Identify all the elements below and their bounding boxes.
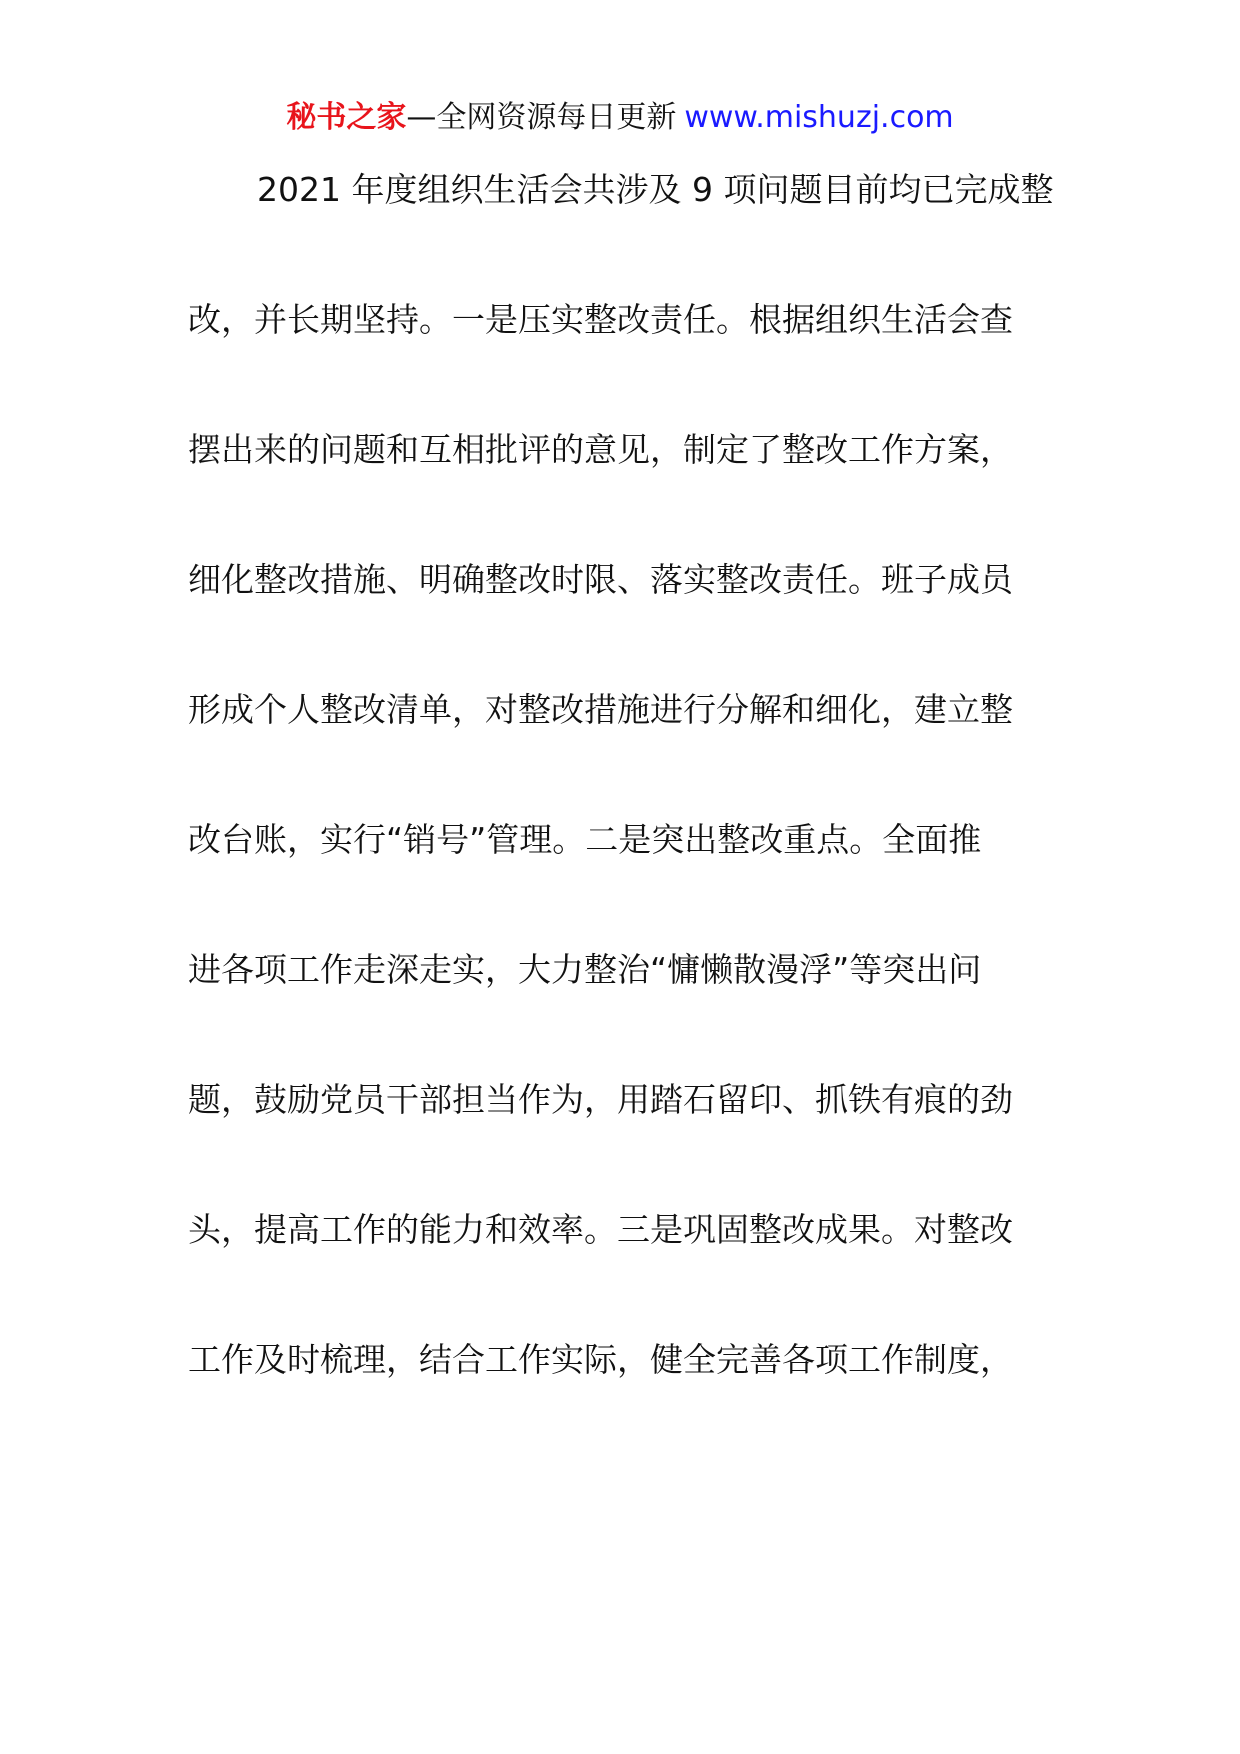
paragraph-line: 进各项工作走深走实，大力整治“慵懒散漫浮”等突出问	[188, 950, 982, 989]
paragraph-line: 形成个人整改清单，对整改措施进行分解和细化，建立整	[188, 690, 1013, 729]
paragraph-line: 改台账，实行“销号”管理。二是突出整改重点。全面推	[188, 820, 982, 859]
header-tagline: —全网资源每日更新	[406, 100, 677, 135]
paragraph-line: 2021 年度组织生活会共涉及 9 项问题目前均已完成整	[257, 170, 1054, 209]
website-link[interactable]: www.mishuzj.com	[684, 100, 954, 135]
page-header	[0, 98, 1240, 138]
brand-name: 秘书之家	[286, 100, 407, 135]
paragraph-line: 工作及时梳理，结合工作实际，健全完善各项工作制度，	[188, 1340, 1013, 1379]
paragraph-line: 改，并长期坚持。一是压实整改责任。根据组织生活会查	[188, 300, 1013, 339]
paragraph-line: 题，鼓励党员干部担当作为，用踏石留印、抓铁有痕的劲	[188, 1080, 1013, 1119]
paragraph-line: 摆出来的问题和互相批评的意见，制定了整改工作方案，	[188, 430, 1013, 469]
paragraph-line: 头，提高工作的能力和效率。三是巩固整改成果。对整改	[188, 1210, 1013, 1249]
paragraph-line: 细化整改措施、明确整改时限、落实整改责任。班子成员	[188, 560, 1013, 599]
